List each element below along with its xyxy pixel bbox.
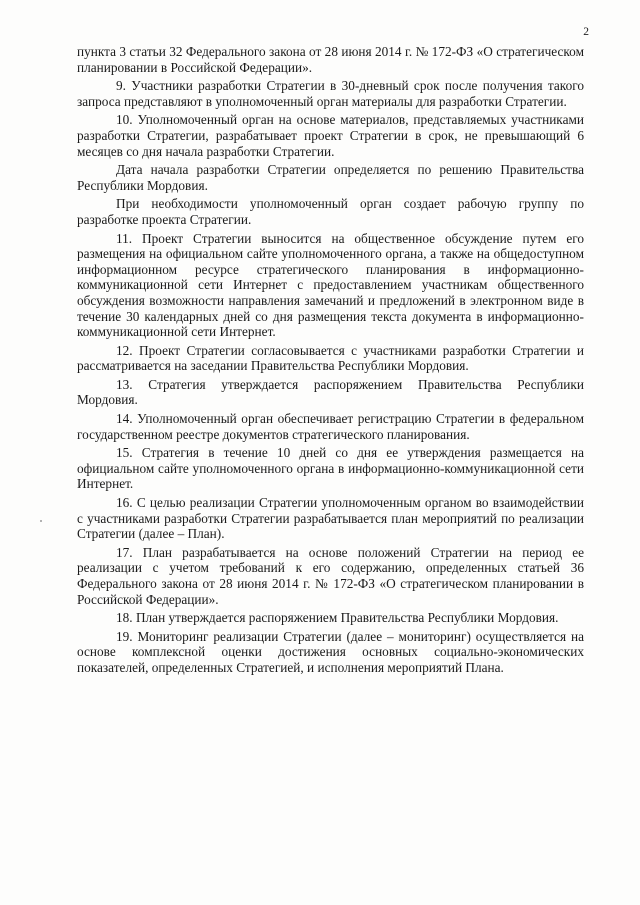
paragraph-item-12: 12. Проект Стратегии согласовывается с участниками разработки Стратегии и рассматривается на заседании Правительства Республики Мордовия.: [77, 342, 584, 374]
paragraph-item-14: 14. Уполномоченный орган обеспечивает регистрацию Стратегии в федеральном государственном реестре документов стратегического планирования.: [77, 411, 584, 442]
paragraph-item-13: 13. Стратегия утверждается распоряжением Правительства Республики Мордовия.: [77, 376, 584, 408]
paragraph-item-15: 15. Стратегия в течение 10 дней со дня ее утверждения размещается на официальном сайте уполномоченного органа в информационно-коммуникационной сети Интернет.: [77, 445, 584, 492]
paragraph-item-18: 18. План утверждается распоряжением Правительства Республики Мордовия.: [116, 610, 559, 626]
paragraph-item-10: 10. Уполномоченный орган на основе материалов, представляемых участниками разработки Стратегии, разрабатывает проект Стратегии в срок, не превышающий 6 месяцев со дня начала разработки Стратегии.: [77, 112, 584, 159]
paragraph-item-16: 16. С целью реализации Стратегии уполномоченным органом во взаимодействии с участниками разработки Стратегии разрабатывается план мероприятий по реализации Стратегии (далее – План).: [77, 495, 584, 542]
scan-speck: [40, 520, 42, 522]
paragraph-item-17: 17. План разрабатывается на основе положений Стратегии на период ее реализации с учетом требований к его содержанию, определенных статьей 36 Федерального закона от 28 июня 2014 г. № 172-ФЗ «О стратегическом планировании в Российской Федерации».: [77, 544, 584, 607]
paragraph-item-9: 9. Участники разработки Стратегии в 30-дневный срок после получения такого запроса представляют в уполномоченный орган материалы для разработки Стратегии.: [77, 78, 584, 109]
paragraph-continuation: пункта 3 статьи 32 Федерального закона от 28 июня 2014 г. № 172-ФЗ «О стратегическом планировании в Российской Федерации».: [77, 44, 584, 75]
page-number: 2: [583, 26, 589, 38]
document-body: [77, 44, 584, 679]
paragraph-item-19: 19. Мониторинг реализации Стратегии (далее – мониторинг) осуществляется на основе комплексной оценки достижения основных социально-экономических показателей, определенных Стратегией, и исполнения мероприятий Плана.: [77, 628, 584, 675]
paragraph-item-11: 11. Проект Стратегии выносится на общественное обсуждение путем его размещения на официальном сайте уполномоченного органа, а также на общедоступном информационном ресурсе стратегического планирования в информационно-коммуникационной сети Интернет с предоставлением участникам общественного обсуждения возможности направления замечаний и предложений в электронном виде в течение 30 календарных дней со дня размещения текста документа в информационно-коммуникационной сети Интернет.: [77, 230, 584, 340]
paragraph-start-date: Дата начала разработки Стратегии определяется по решению Правительства Республики Мордовия.: [77, 162, 584, 193]
paragraph-working-group: При необходимости уполномоченный орган создает рабочую группу по разработке проекта Стратегии.: [77, 196, 584, 227]
